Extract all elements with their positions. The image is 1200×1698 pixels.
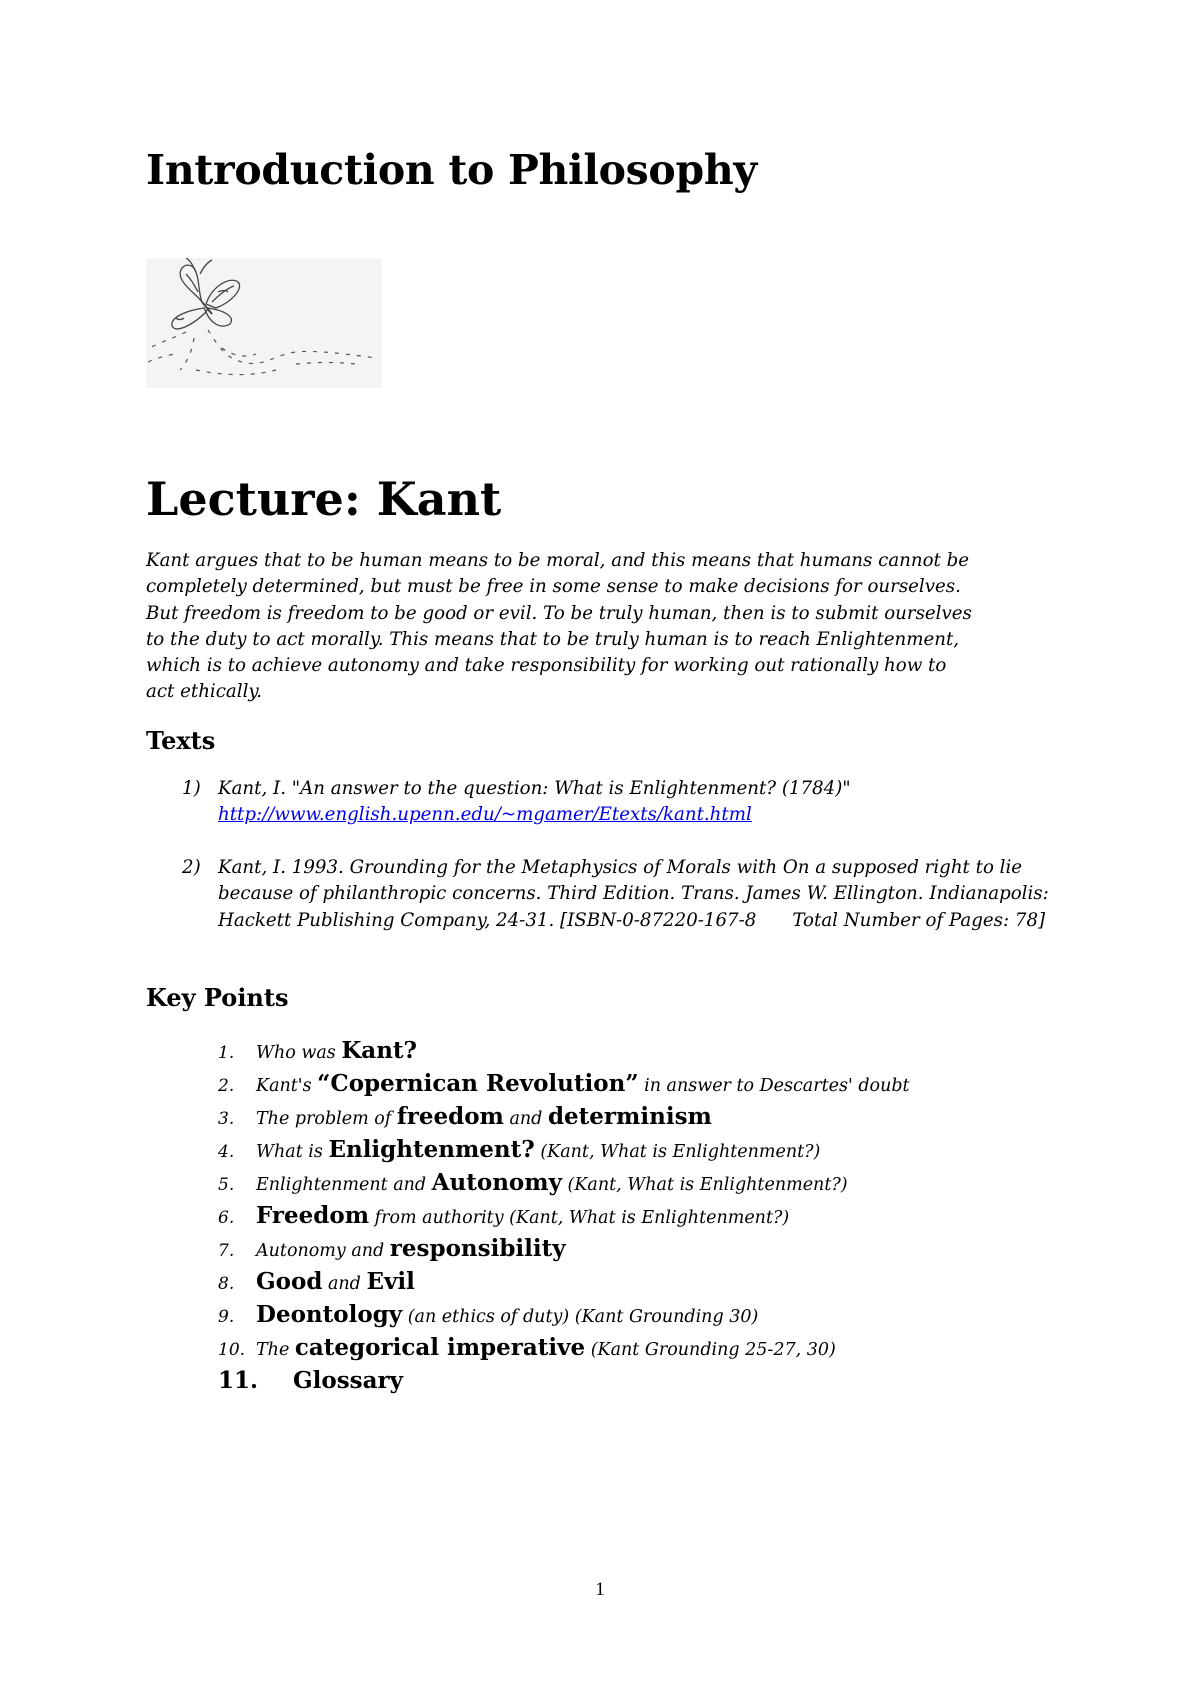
texts-heading: Texts <box>146 726 216 755</box>
key-point-text: (Kant Grounding 25-27, 30) <box>585 1340 836 1360</box>
butterfly-drawing <box>146 258 382 388</box>
key-point-text: and <box>503 1109 548 1129</box>
key-point-term: categorical imperative <box>294 1334 586 1361</box>
key-point-text: Who was <box>256 1043 342 1063</box>
key-point-item <box>218 1034 417 1067</box>
key-point-text: Enlightenment and <box>256 1175 432 1195</box>
key-point-term: responsibility <box>389 1235 566 1262</box>
key-point-term: determinism <box>547 1103 712 1130</box>
key-point-text: from authority (Kant, What is Enlightenment?) <box>369 1208 790 1228</box>
reference-number: 1) <box>182 778 201 799</box>
key-point-number: 1. <box>218 1043 235 1063</box>
reference-citation: Kant, I. 1993. Grounding for the Metaphysics of Morals with On a supposed right to lie because of philanthropic concerns. Third Edition. Trans. James W. Ellington. Indianapolis: Hackett Publishing Company, 24-31. [ISBN-0-87220-167-8 <box>218 857 1049 931</box>
key-point-item <box>218 1298 758 1331</box>
key-point-term: Freedom <box>256 1202 370 1229</box>
key-point-text: What is <box>256 1142 329 1162</box>
key-point-number: 8. <box>218 1274 235 1294</box>
key-point-number: 7. <box>218 1241 235 1261</box>
key-point-item <box>218 1265 415 1298</box>
key-point-item <box>218 1067 910 1100</box>
page-number: 1 <box>595 1579 605 1600</box>
key-point-item <box>218 1100 712 1133</box>
key-point-term: Deontology <box>256 1301 403 1328</box>
key-point-number: 6. <box>218 1208 235 1228</box>
key-point-term: Kant? <box>341 1037 418 1064</box>
butterfly-illustration <box>146 258 382 388</box>
reference-number: 2) <box>182 857 201 878</box>
key-point-item <box>218 1364 403 1397</box>
key-point-term: Evil <box>366 1268 415 1295</box>
key-point-text: (Kant, What is Enlightenment?) <box>561 1175 848 1195</box>
key-point-text: in answer to Descartes' doubt <box>638 1076 910 1096</box>
key-point-text: (Kant, What is Enlightenment?) <box>534 1142 821 1162</box>
key-point-item <box>218 1166 848 1199</box>
reference-total-pages: Total Number of Pages: 78] <box>792 909 1046 931</box>
key-point-text: The <box>256 1340 295 1360</box>
key-point-text: (an ethics of duty) (Kant Grounding 30) <box>402 1307 759 1327</box>
intro-paragraph: Kant argues that to be human means to be moral, and this means that humans cannot be completely determined, but must be free in some sense to make decisions for ourselves. But freedom is freedom to be good or evil. To be truly human, then is to submit ourselves to the duty to act morally. This means that to be truly human is to reach Enlightenment, which is to achieve autonomy and take responsibility for working out rationally how to act ethically. <box>146 550 972 703</box>
key-point-number: 2. <box>218 1076 235 1096</box>
key-point-term: freedom <box>396 1103 504 1130</box>
key-point-number: 3. <box>218 1109 235 1129</box>
reference-citation: Kant, I. "An answer to the question: What is Enlightenment? (1784)" <box>218 778 851 799</box>
key-point-number: 11. <box>218 1367 259 1394</box>
lecture-title: Lecture: Kant <box>146 472 502 526</box>
key-points-heading: Key Points <box>146 983 289 1012</box>
key-point-number: 9. <box>218 1307 235 1327</box>
key-point-text: Kant's <box>256 1076 318 1096</box>
key-point-term: Good <box>256 1268 323 1295</box>
reference-item <box>182 776 1062 829</box>
key-point-text: The problem of <box>256 1109 397 1129</box>
key-point-term: Glossary <box>293 1367 404 1394</box>
key-point-term: Autonomy <box>431 1169 562 1196</box>
key-point-number: 4. <box>218 1142 235 1162</box>
key-point-item <box>218 1331 836 1364</box>
key-point-item <box>218 1199 789 1232</box>
key-point-text: Autonomy and <box>256 1241 390 1261</box>
key-point-number: 5. <box>218 1175 235 1195</box>
reference-item <box>182 855 1062 934</box>
key-point-term: “Copernican Revolution” <box>317 1070 639 1097</box>
key-point-item <box>218 1133 820 1166</box>
key-point-term: Enlightenment? <box>328 1136 535 1163</box>
document-title: Introduction to Philosophy <box>146 146 757 194</box>
key-point-item <box>218 1232 566 1265</box>
reference-link[interactable]: http://www.english.upenn.edu/~mgamer/Etexts/kant.html <box>218 804 752 826</box>
key-point-number: 10. <box>218 1340 246 1360</box>
key-point-text: and <box>322 1274 367 1294</box>
